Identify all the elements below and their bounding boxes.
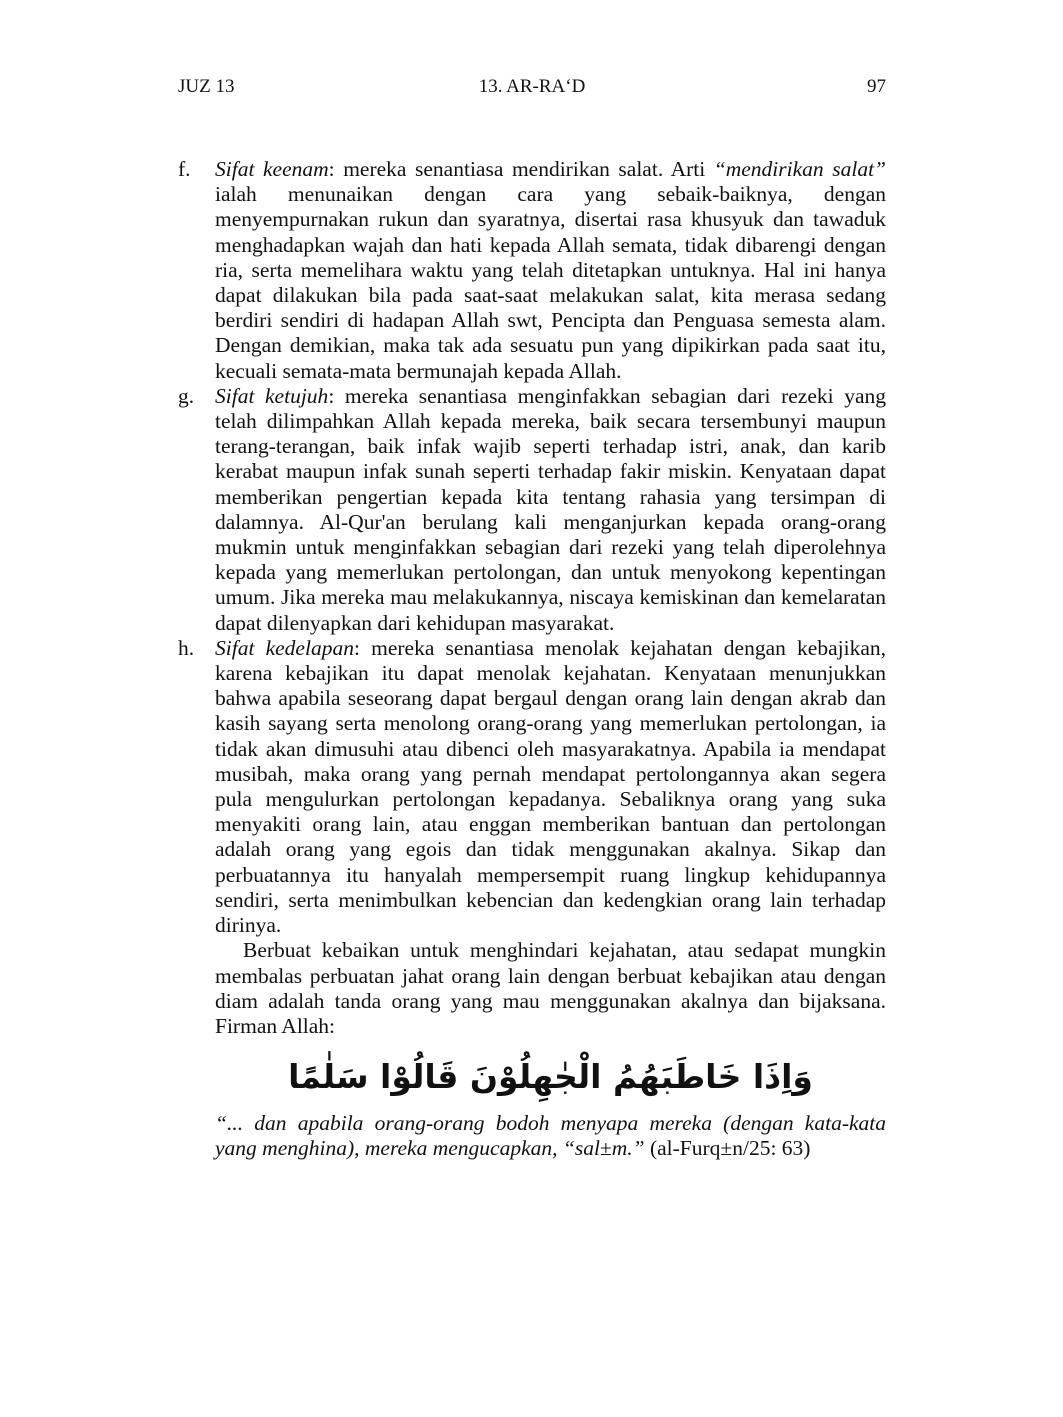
list-item-f [178, 157, 886, 384]
surah-title: 13. AR-RA‘D [478, 76, 586, 97]
item-text: ialah menunaikan dengan cara yang sebaik-baiknya, dengan menyempurnakan rukun dan syaratnya, disertai rasa khusyuk dan tawaduk menghadapkan wajah dan hati kepada Allah semata, tidak dibarengi dengan ria, serta memelihara waktu yang telah ditetapkan untuknya. Hal ini hanya dapat dilakukan bila pada saat-saat melakukan salat, kita merasa sedang berdiri sendiri di hadapan Allah swt, Pencipta dan Penguasa semesta alam. Dengan demikian, maka tak ada sesuatu pun yang dipikirkan pada saat itu, kecuali semata-mata bermunajah kepada Allah. [215, 182, 886, 383]
list-item-g [178, 384, 886, 636]
juz-label: JUZ 13 [178, 76, 235, 97]
item-term: Sifat ketujuh [215, 383, 329, 408]
quran-verse-arabic: وَاِذَا خَاطَبَهُمُ الْجٰهِلُوْنَ قَالُوْا سَلٰمًا [288, 1057, 813, 1097]
list-marker: f. [178, 157, 191, 181]
item-text: : mereka senantiasa menginfakkan sebagian dari rezeki yang telah dilimpahkan Allah kepada mereka, baik secara tersembunyi maupun terang-terangan, baik infak wajib seperti terhadap istri, anak, dan karib kerabat maupun infak sunah seperti terhadap fakir miskin. Kenyataan dapat memberikan pengertian kepada kita tentang rahasia yang tersimpan di dalamnya. Al-Qur'an berulang kali menganjurkan kepada orang-orang mukmin untuk menginfakkan sebagian dari rezeki yang telah diperolehnya kepada yang memerlukan pertolongan, dan untuk menyokong kepentingan umum. Jika mereka mau melakukannya, niscaya kemiskinan dan kemelaratan dapat dilenyapkan dari kehidupan masyarakat. [215, 383, 887, 635]
list-marker: g. [178, 383, 195, 408]
list-item-text [215, 636, 886, 938]
verse-reference: (al-Furq±n/25: 63) [644, 1136, 811, 1161]
list-item-text [215, 384, 886, 636]
page-header [178, 76, 886, 102]
page-number: 97 [867, 76, 886, 97]
list-marker: h. [178, 635, 195, 660]
item-term: Sifat keenam [215, 157, 329, 181]
verse-translation [215, 1111, 886, 1161]
item-quote: “mendirikan salat” [713, 157, 887, 181]
item-text: : mereka senantiasa mendirikan salat. Arti [328, 157, 714, 181]
list-item-h [178, 636, 886, 938]
continuation-paragraph: Berbuat kebaikan untuk menghindari kejahatan, atau sedapat mungkin membalas perbuatan jahat orang lain dengan berbuat kebajikan atau dengan diam adalah tanda orang yang mau menggunakan akalnya dan bijaksana. Firman Allah: [215, 938, 886, 1038]
item-text: : mereka senantiasa menolak kejahatan dengan kebajikan, karena kebajikan itu dapat menolak kejahatan. Kenyataan menunjukkan bahwa apabila seseorang dapat bergaul dengan orang lain dengan akrab dan kasih sayang serta menolong orang-orang yang memerlukan pertolongan, ia tidak akan dimusuhi atau dibenci oleh masyarakatnya. Apabila ia mendapat musibah, maka orang yang pernah mendapat pertolongannya akan segera pula mengulurkan pertolongan kepadanya. Sebaliknya orang yang suka menyakiti orang lain, atau enggan memberikan bantuan dan pertolongan adalah orang yang egois dan tidak menggunakan akalnya. Sikap dan perbuatannya itu hanyalah mempersempit ruang lingkup kehidupannya sendiri, serta menimbulkan kebencian dan kedengkian orang lain terhadap dirinya. [215, 635, 886, 938]
item-term: Sifat kedelapan [215, 635, 354, 660]
list-item-text [215, 157, 886, 384]
translation-text: “... dan apabila orang-orang bodoh menyapa mereka (dengan kata-kata yang menghina), mereka mengucapkan, “sal±m.” [215, 1111, 886, 1161]
page-body [178, 157, 886, 1162]
